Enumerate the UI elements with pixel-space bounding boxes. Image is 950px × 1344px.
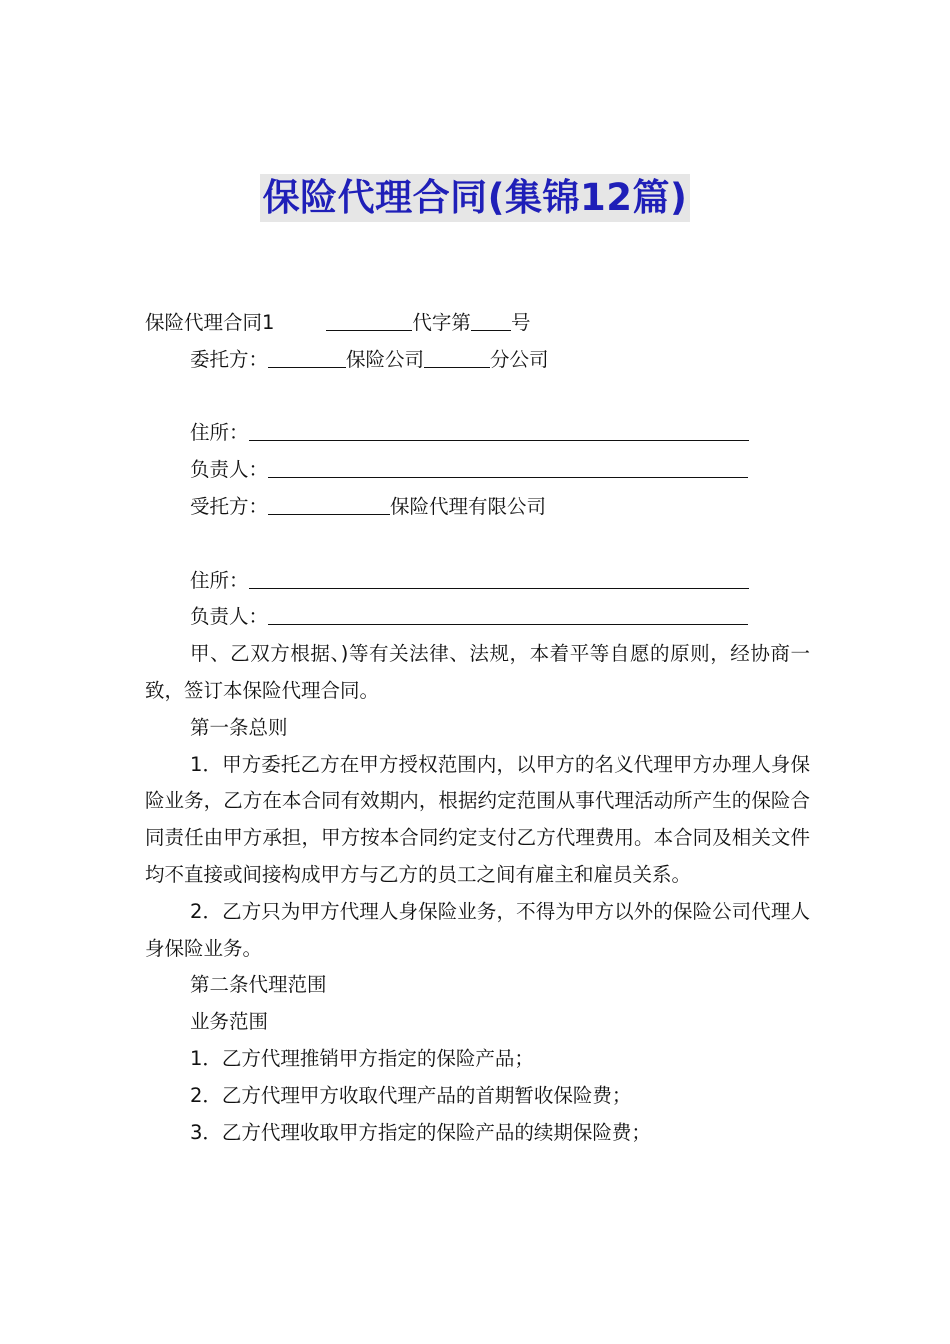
agent-line: [145, 489, 810, 526]
agent-blank: [268, 492, 390, 515]
article-1-item-2: 2．乙方只为甲方代理人身保险业务，不得为甲方以外的保险公司代理人身保险业务。: [145, 899, 810, 960]
principal-end: 分公司: [490, 347, 549, 371]
code-blank-2: [471, 308, 511, 331]
agent-rep-line: [145, 599, 810, 636]
rep-blank: [268, 455, 748, 478]
article-1-item-1: 1．甲方委托乙方在甲方授权范围内，以甲方的名义代理甲方办理人身保险业务，乙方在本合同有效期内，根据约定范围从事代理活动所产生的保险合同责任由甲方承担，甲方按本合同约定支付乙方代理费用。本合同及相关文件均不直接或间接构成甲方与乙方的员工之间有雇主和雇员关系。: [145, 752, 810, 886]
agent-label: 受托方：: [190, 494, 269, 518]
address-label: 住所：: [190, 421, 249, 445]
principal-address-line: [145, 415, 810, 452]
principal-blank-2: [424, 345, 490, 368]
principal-blank-1: [268, 345, 346, 368]
intro-paragraph: 甲、乙双方根据、)等有关法律、法规，本着平等自愿的原则，经协商一致，签订本保险代理合同。: [145, 642, 810, 702]
rep-label: 负责人：: [190, 458, 269, 482]
address-label-2: 住所：: [190, 568, 249, 592]
contract-header-line: [145, 305, 810, 342]
contract-label: 保险代理合同1: [145, 311, 275, 334]
address-blank-2: [249, 566, 749, 589]
document-title: 保险代理合同(集锦12篇): [260, 174, 691, 222]
agent-end: 保险代理有限公司: [390, 494, 547, 518]
article-2-heading: 第二条代理范围: [190, 973, 327, 997]
principal-line: [145, 342, 810, 379]
principal-mid: 保险公司: [346, 347, 425, 371]
scope-heading: 业务范围: [190, 1010, 269, 1034]
code-end: 号: [510, 311, 531, 334]
rep-label-2: 负责人：: [190, 605, 269, 629]
agent-address-line: [145, 563, 810, 600]
address-blank: [249, 418, 749, 441]
code-blank-1: [326, 308, 412, 331]
title-wrap: [0, 174, 950, 222]
scope-item-2: 2．乙方代理甲方收取代理产品的首期暂收保险费；: [190, 1083, 632, 1107]
principal-label: 委托方：: [190, 347, 269, 371]
scope-item-3: 3．乙方代理收取甲方指定的保险产品的续期保险费；: [190, 1120, 651, 1144]
rep-blank-2: [268, 602, 748, 625]
document-body: [145, 305, 810, 1151]
scope-item-1: 1．乙方代理推销甲方指定的保险产品；: [190, 1046, 534, 1070]
article-1-heading: 第一条总则: [190, 715, 288, 739]
code-mid: 代字第: [412, 311, 471, 334]
principal-rep-line: [145, 452, 810, 489]
